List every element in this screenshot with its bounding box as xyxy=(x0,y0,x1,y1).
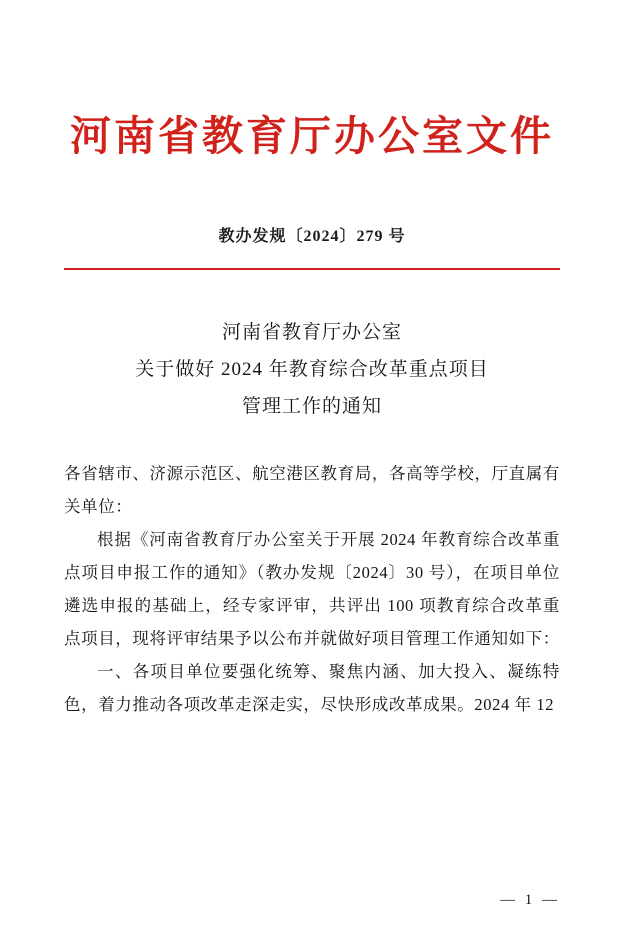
body-paragraph-2: 一、各项目单位要强化统筹、聚焦内涵、加大投入、凝练特色，着力推动各项改革走深走实，尽快形成改革成果。2024 年 12 xyxy=(64,662,560,715)
document-number: 教办发规〔2024〕279 号 xyxy=(218,228,406,246)
document-masthead: 河南省教育厅办公室文件 xyxy=(70,113,554,159)
red-divider-rule xyxy=(64,268,560,270)
title-line-1: 河南省教育厅办公室 xyxy=(221,322,402,344)
document-title xyxy=(64,314,560,425)
title-line-3: 管理工作的通知 xyxy=(241,396,382,418)
body-paragraph-addressee: 各省辖市、济源示范区、航空港区教育局，各高等学校，厅直属有关单位： xyxy=(64,464,560,517)
document-body xyxy=(64,457,560,721)
page-number-footer: — 1 — xyxy=(500,892,560,908)
body-paragraph-1: 根据《河南省教育厅办公室关于开展 2024 年教育综合改革重点项目申报工作的通知》（教办发规〔2024〕30 号），在项目单位遴选申报的基础上，经专家评审，共评出 100 项教育综合改革重点项目，现将评审结果予以公布并就做好项目管理工作通知如下： xyxy=(64,530,560,649)
title-line-2: 关于做好 2024 年教育综合改革重点项目 xyxy=(135,359,489,381)
document-page xyxy=(0,112,624,943)
